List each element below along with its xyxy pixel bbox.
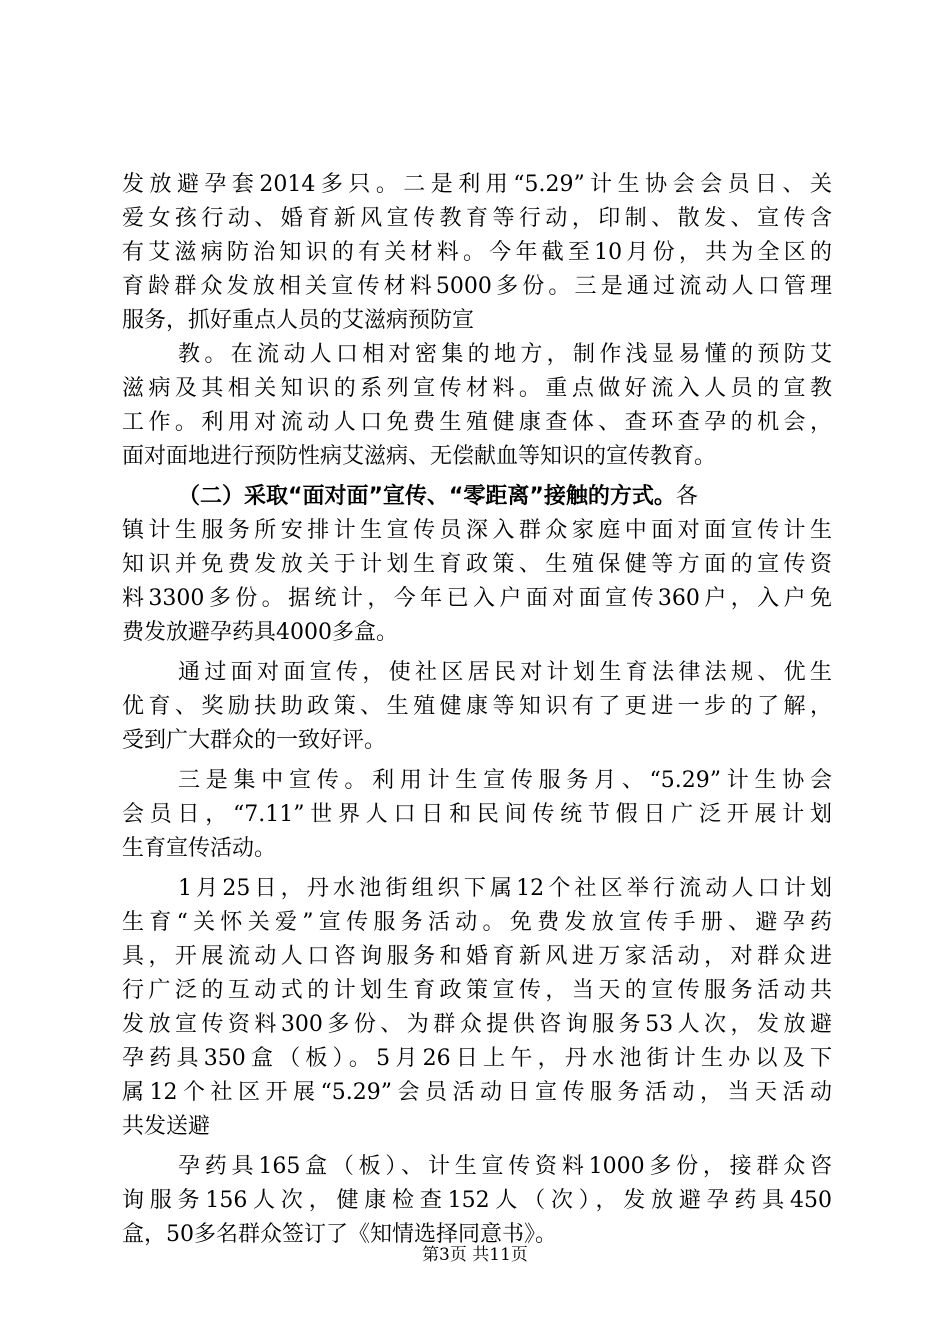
paragraph [122,338,832,474]
text-line: 爱女孩行动、婚育新风宣传教育等行动，印制、散发、宣传含 [122,206,832,231]
text-line: 具，开展流动人口咨询服务和婚育新风进万家活动，对群众进 [122,944,832,969]
text-line: 孕药具350盒（板）。5月26日上午，丹水池街计生办以及下 [122,1046,832,1071]
text-line: 面对面地进行预防性病艾滋病、无偿献血等知识的宣传教育。 [122,444,717,469]
text-line: 镇计生服务所安排计生宣传员深入群众家庭中面对面宣传计生 [122,518,832,543]
text-line: 知识并免费发放关于计划生育政策、生殖保健等方面的宣传资 [122,552,832,577]
text-line: 料3300多份。据统计，今年已入户面对面宣传360户，入户免 [122,586,832,611]
page-number-footer: 第3页 共11页 [422,1245,528,1265]
paragraph [122,764,832,866]
text-line: 生育宣传活动。 [122,836,277,861]
text-line: 发放避孕套2014多只。二是利用“5.29”计生协会会员日、关 [122,172,832,197]
text-line: 询服务156人次，健康检查152人（次），发放避孕药具450 [122,1188,832,1213]
text-line [122,480,832,514]
text-line: 服务，抓好重点人员的艾滋病预防宣 [122,308,475,333]
paragraph [122,168,832,338]
paragraph [122,872,832,1144]
section-heading: （二）采取“面对面”宣传、“零距离”接触的方式。 [178,484,676,509]
text-line: 育龄群众发放相关宣传材料5000多份。三是通过流动人口管理 [122,274,832,299]
paragraph [122,656,832,758]
text-line: 教。在流动人口相对密集的地方，制作浅显易懂的预防艾 [178,342,832,367]
text-run: 各 [675,484,698,509]
text-line: 行广泛的互动式的计划生育政策宣传，当天的宣传服务活动共 [122,978,832,1003]
document-body [122,168,832,1252]
text-line: 有艾滋病防治知识的有关材料。今年截至10月份，共为全区的 [122,240,832,265]
text-line: 共发送避 [122,1114,211,1139]
text-line: 盒，50多名群众签订了《知情选择同意书》。 [122,1222,557,1247]
text-line: 受到广大群众的一致好评。 [122,728,387,753]
text-line: 属12个社区开展“5.29”会员活动日宣传服务活动，当天活动 [122,1080,832,1105]
text-line: 发放宣传资料300多份、为群众提供咨询服务53人次，发放避 [122,1012,832,1037]
text-line: 优育、奖励扶助政策、生殖健康等知识有了更进一步的了解， [122,694,832,719]
text-line: 孕药具165盒（板）、计生宣传资料1000多份，接群众咨 [178,1154,832,1179]
text-line: 三是集中宣传。利用计生宣传服务月、“5.29”计生协会 [178,768,832,793]
paragraph [122,480,832,650]
text-line: 通过面对面宣传，使社区居民对计划生育法律法规、优生 [178,660,832,685]
text-line: 工作。利用对流动人口免费生殖健康查体、查环查孕的机会， [122,410,832,435]
paragraph [122,1150,832,1252]
text-line: 生育“关怀关爱”宣传服务活动。免费发放宣传手册、避孕药 [122,910,832,935]
text-line: 费发放避孕药具4000多盒。 [122,620,398,645]
text-line: 会员日，“7.11”世界人口日和民间传统节假日广泛开展计划 [122,802,832,827]
text-line: 1月25日，丹水池街组织下属12个社区举行流动人口计划 [178,876,832,901]
text-line: 滋病及其相关知识的系列宣传材料。重点做好流入人员的宣教 [122,376,832,401]
